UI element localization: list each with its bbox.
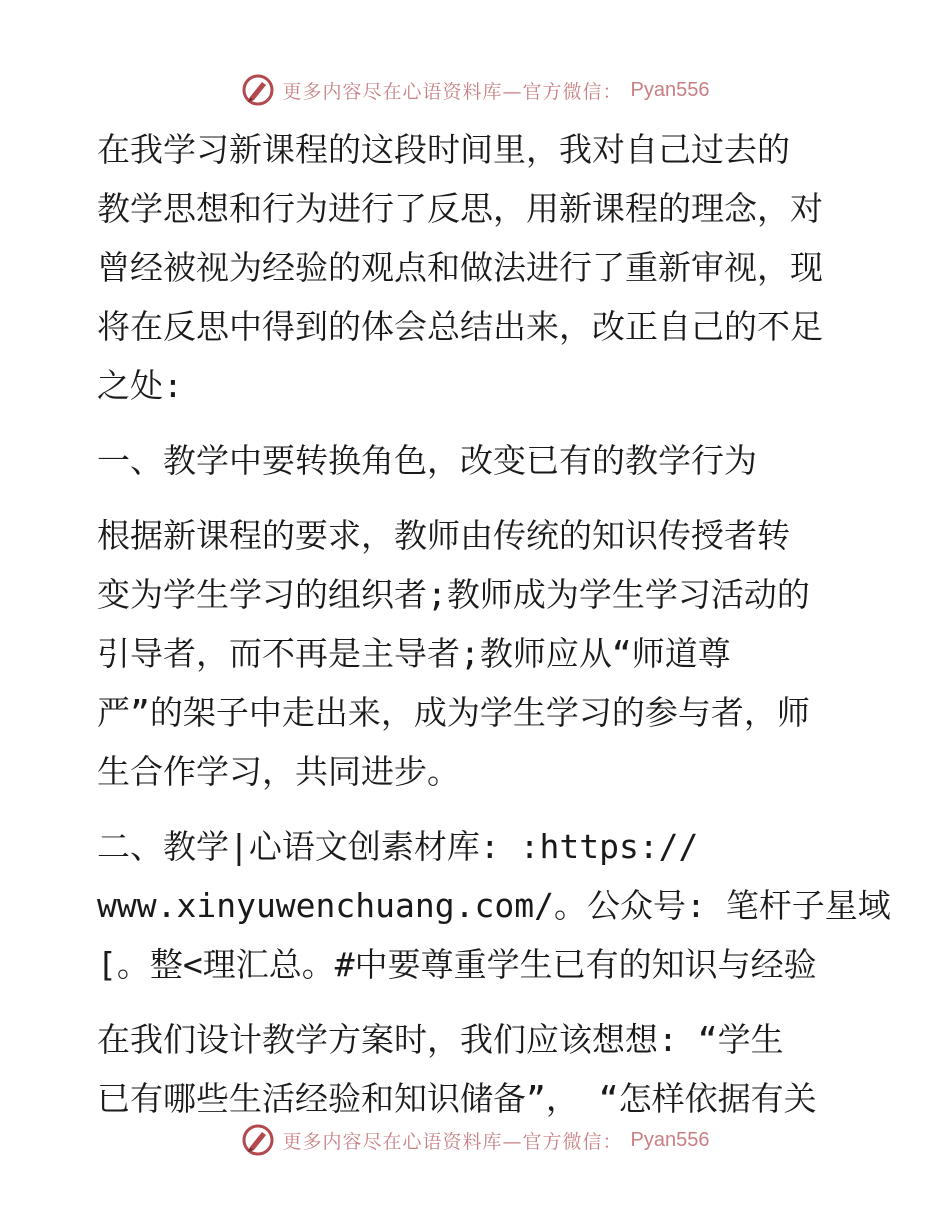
text-line: 一、教学中要转换角色，改变已有的教学行为 <box>97 441 757 480</box>
article-body <box>97 120 891 1128</box>
text-line: 生合作学习，共同进步。 <box>97 752 460 791</box>
banner-wechat-id: Pyan556 <box>630 78 710 101</box>
text-line: www.xinyuwenchuang.com/。公众号: 笔杆子星域 <box>97 886 891 925</box>
text-line: 二、教学|心语文创素材库: :https:// <box>97 827 699 866</box>
text-line: 在我学习新课程的这段时间里，我对自己过去的 <box>97 130 790 169</box>
banner-wechat-id: Pyan556 <box>630 1128 710 1151</box>
text-line: 曾经被视为经验的观点和做法进行了重新审视，现 <box>97 248 823 287</box>
text-line: 在我们设计教学方案时，我们应该想想: “学生 <box>97 1020 784 1059</box>
text-line: 教学思想和行为进行了反思，用新课程的理念，对 <box>97 189 823 228</box>
text-line: 引导者，而不再是主导者;教师应从“师道尊 <box>97 634 731 673</box>
text-line: 已有哪些生活经验和知识储备”， “怎样依据有关 <box>97 1079 817 1118</box>
logo-icon <box>241 1123 275 1157</box>
paragraph-section-1 <box>97 506 867 801</box>
text-line: 将在反思中得到的体会总结出来，改正自己的不足 <box>97 307 823 346</box>
banner-text: 更多内容尽在心语资料库—官方微信： <box>282 80 623 103</box>
text-line: 根据新课程的要求，教师由传统的知识传授者转 <box>97 516 790 555</box>
paragraph-section-2 <box>97 1010 867 1128</box>
banner-text: 更多内容尽在心语资料库—官方微信： <box>282 1130 623 1153</box>
logo-icon <box>241 73 275 107</box>
text-line: [。整<理汇总。#中要尊重学生已有的知识与经验 <box>97 945 817 984</box>
header-banner <box>0 70 950 110</box>
text-line: 严”的架子中走出来，成为学生学习的参与者，师 <box>97 693 810 732</box>
text-line: 之处: <box>97 366 183 405</box>
text-line: 变为学生学习的组织者;教师成为学生学习活动的 <box>97 575 810 614</box>
section-heading-1 <box>97 431 867 490</box>
footer-banner <box>0 1120 950 1160</box>
paragraph-intro <box>97 120 867 415</box>
section-heading-2 <box>97 817 891 994</box>
